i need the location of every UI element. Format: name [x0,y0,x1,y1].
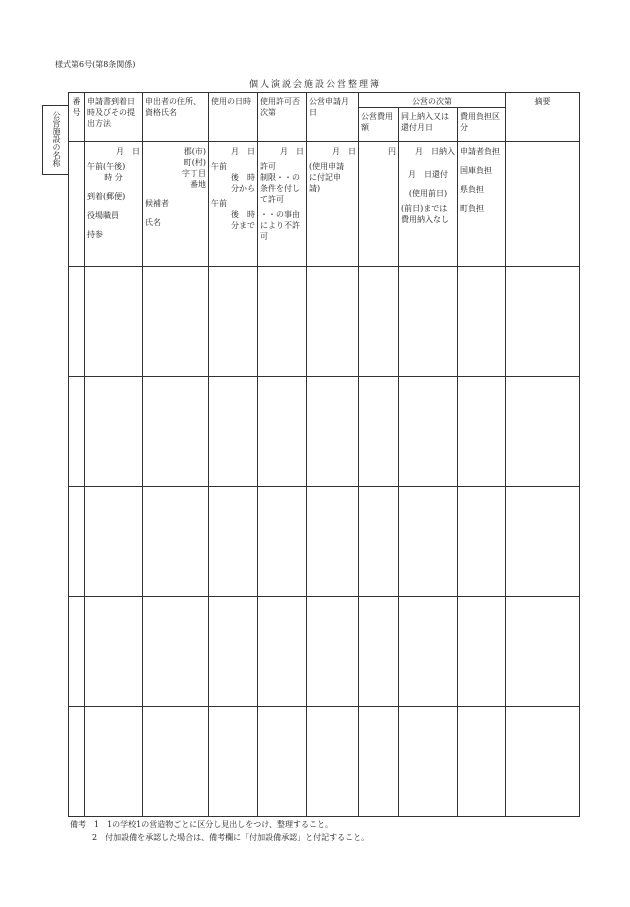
applicant-line: 候補者 [145,199,169,208]
table-row [69,487,580,597]
cell-apply [85,142,143,267]
apply-line: 役場職員 [87,211,119,220]
header-application-date: 公営申請月日 [307,93,359,142]
payment-line: (前日)までは [401,204,448,213]
permit-line: ・・の事由 [260,210,300,219]
payment-line: 月 日還付 [408,170,448,179]
cell-payment [399,142,458,267]
applicant-line: 番地 [190,180,206,189]
header-number: 番号 [69,93,85,142]
usage-line: 分から [231,184,255,193]
header-public-group: 公営の次第 [359,93,506,108]
header-burden: 費用負担区分 [458,108,506,142]
header-payment-date: 同上納入又は還付月日 [399,108,458,142]
register-table [68,92,580,817]
apply-line: 到着(郵便) [87,192,126,201]
apply-line: 月 日 [116,147,140,156]
table-row [69,377,580,487]
appdate-line: (使用申請 [309,162,345,171]
apply-line: 持参 [87,230,103,239]
burden-line: 国庫負担 [460,166,492,175]
header-applicant: 申出者の住所、資格氏名 [143,93,209,142]
cell-remarks [506,142,580,267]
cell-application-date [307,142,359,267]
form-number: 様式第6号(第8条関係) [55,60,136,69]
cell-public-cost [359,142,399,267]
appdate-line: 請) [309,184,321,193]
cell-usage [209,142,258,267]
document-title: 個人演説会施設公営整理簿 [248,80,381,90]
facility-name-label-box [42,105,68,175]
usage-line: 後 時 [231,173,255,182]
header-public-cost: 公営費用額 [359,108,399,142]
payment-line: 月 日納入 [415,147,455,156]
apply-line: 午前(午後) [87,162,126,171]
table-row [69,267,580,377]
header-permit: 使用許可否次第 [258,93,307,142]
applicant-line: 郡(市) [183,147,206,156]
cell-number [69,142,85,267]
header-remarks: 摘要 [506,93,580,142]
applicant-line: 町(村) [183,158,206,167]
applicant-line: 氏名 [145,218,161,227]
permit-line: 可 [260,232,268,241]
permit-line: 月 日 [280,147,304,156]
table-row [69,597,580,707]
apply-line: 時 分 [104,173,123,182]
payment-line: 費用納入なし [401,215,449,224]
facility-name-label: 公営施設の名称 [52,111,61,167]
permit-line: 制限・・の [260,173,300,182]
appdate-line: 月 日 [332,147,356,156]
cell-burden [458,142,506,267]
payment-line: (使用前日) [408,189,448,198]
usage-line: 午前 [211,162,227,171]
appdate-line: に付記申 [309,173,341,182]
permit-line: により不許 [260,221,300,230]
cell-applicant [143,142,209,267]
header-usage-datetime: 使用の日時 [209,93,258,142]
burden-line: 県負担 [460,185,484,194]
usage-line: 分まで [231,221,255,230]
header-application-arrival: 申請書到着日時及びその提出方法 [85,93,143,142]
burden-line: 申請者負担 [460,147,500,156]
table-row [69,142,580,267]
usage-line: 午前 [211,199,227,208]
usage-line: 後 時 [231,210,255,219]
note-1: 備考 1 1の学校1の営造物ごとに区分し見出しをつけ、整理すること。 [70,820,333,829]
permit-line: 許可 [260,162,276,171]
permit-line: て許可 [260,195,284,204]
cost-line: 円 [388,147,396,156]
applicant-line: 字丁目 [182,169,206,178]
table-row [69,707,580,817]
permit-line: 条件を付し [260,184,300,193]
burden-line: 町負担 [460,204,484,213]
note-2: 2 付加設備を承認した場合は、備考欄に「付加設備承認」と付記すること。 [92,833,370,842]
cell-permit [258,142,307,267]
usage-line: 月 日 [231,147,255,156]
